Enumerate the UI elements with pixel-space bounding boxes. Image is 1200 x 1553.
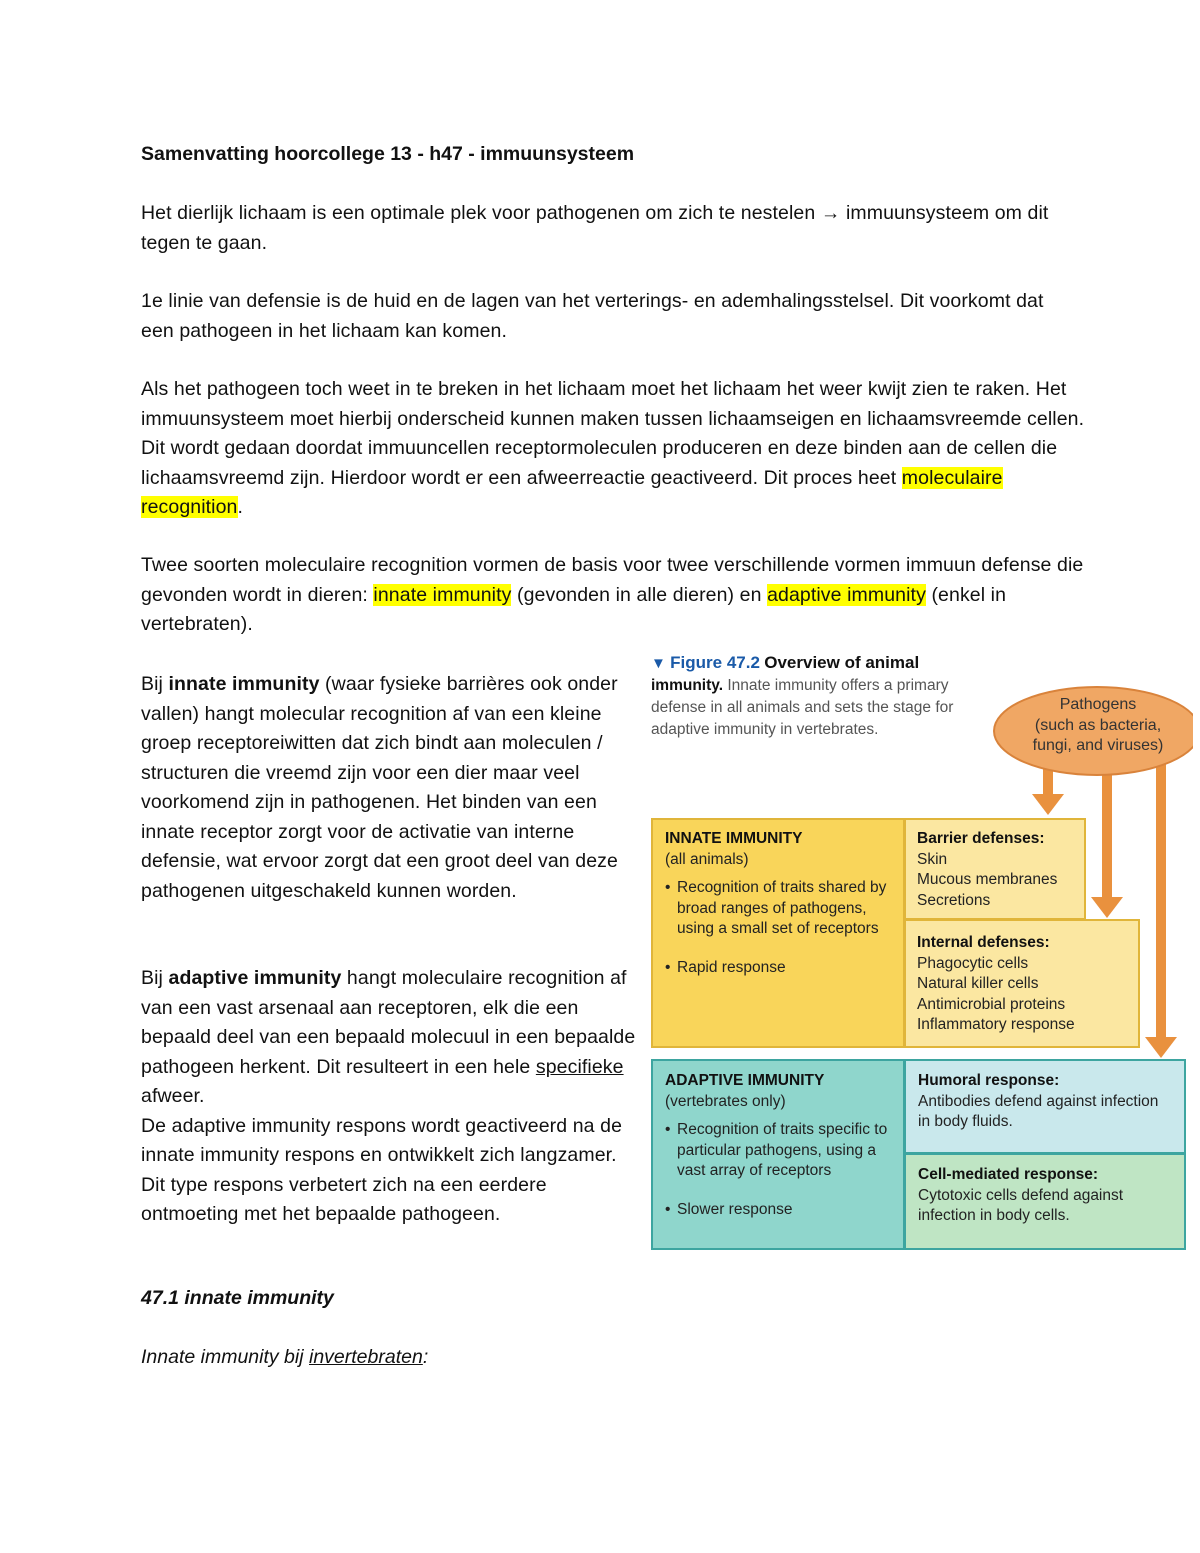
pathogens-line-2: (such as bacteria,	[1034, 716, 1162, 734]
innate-sub: (all animals)	[665, 850, 749, 868]
internal-item: Antimicrobial proteins	[917, 995, 1066, 1013]
innate-bullet-2-text: Rapid response	[677, 958, 786, 976]
bold-adaptive-immunity: adaptive immunity	[168, 967, 342, 989]
arrow-to-internal-shaft	[1102, 774, 1112, 900]
barrier-item: Skin	[917, 850, 948, 868]
p6-c: afweer.	[141, 1085, 205, 1107]
barrier-defenses-box	[904, 818, 1086, 920]
p6-d: De adaptive immunity respons wordt geactiveerd na de innate immunity respons en ontwikkelt zich langzamer. Dit type respons verbetert zich na een eerdere ontmoeting met het bepaalde pathogeen.	[141, 1114, 623, 1225]
internal-item: Phagocytic cells	[917, 954, 1029, 972]
adaptive-bullet-1: • Recognition of traits specific to particular pathogens, using a vast array of receptors	[665, 1120, 891, 1182]
cell-title: Cell-mediated response:	[918, 1166, 1099, 1183]
cell-mediated-response-box	[904, 1153, 1186, 1250]
pathogens-line-1: Pathogens	[1059, 696, 1137, 713]
underline-specifieke: specifieke	[535, 1055, 624, 1078]
arrow-to-barrier-head	[1032, 794, 1064, 815]
pathogens-label	[1014, 695, 1182, 757]
adaptive-title: ADAPTIVE IMMUNITY	[665, 1072, 825, 1089]
figure-number: Figure 47.2	[670, 653, 760, 672]
figure-lead: immunity.	[651, 677, 724, 694]
humoral-title: Humoral response:	[918, 1072, 1060, 1089]
figure-arrow-icon: ▼	[651, 655, 666, 672]
paragraph-adaptive	[141, 964, 641, 1230]
innate-immunity-box	[651, 818, 905, 1048]
adaptive-immunity-box	[651, 1059, 905, 1250]
humoral-response-box	[904, 1059, 1186, 1154]
highlight-innate-immunity: innate immunity	[373, 583, 512, 606]
innate-bullet-1: • Recognition of traits shared by broad ranges of pathogens, using a small set of receptors	[665, 878, 891, 940]
arrow-to-internal-head	[1091, 897, 1123, 918]
adaptive-sub: (vertebrates only)	[665, 1092, 786, 1110]
p4-b: (gevonden in alle dieren) en	[511, 583, 768, 606]
highlight-moleculaire-recognition: moleculaire recognition	[141, 466, 1003, 518]
internal-item: Natural killer cells	[917, 975, 1039, 992]
humoral-text: Antibodies defend against infection in body fluids.	[918, 1092, 1159, 1130]
arrow-to-adaptive-shaft	[1156, 758, 1166, 1040]
p3-text: Als het pathogeen toch weet in te breken in het lichaam moet het lichaam het weer kwijt zien te raken. Het immuunsysteem moet hierbij onderscheid kunnen maken tussen lichaamseigen en lichaamsvreemde cellen. Dit wordt gedaan doordat immuuncellen receptormoleculen produceren en deze binden aan de cellen die lichaamsvreemd zijn. Hierdoor wordt er een afweerreactie geactiveerd. Dit proces heet	[141, 378, 1085, 489]
page-title: Samenvatting hoorcollege 13 - h47 - immuunsysteem	[141, 143, 635, 165]
barrier-item: Mucous membranes	[917, 871, 1058, 888]
internal-item: Inflammatory response	[917, 1016, 1075, 1033]
highlight-adaptive-immunity: adaptive immunity	[767, 583, 926, 606]
subheading-a: Innate immunity bij	[141, 1346, 309, 1368]
p5-b: (waar fysieke barrières ook onder vallen) hangt molecular recognition af van een kleine groep receptoreiwitten dat zich bindt aan moleculen / structuren die vreemd zijn voor een dier maar veel voorkomend zijn in pathogenen. Het binden van een innate receptor zorgt voor de activatie van interne defensie, wat ervoor zorgt dat een groot deel van deze pathogenen uitgeschakeld kunnen worden.	[141, 673, 618, 902]
adaptive-bullet-2-text: Slower response	[677, 1200, 793, 1218]
arrow-to-adaptive-head	[1145, 1037, 1177, 1058]
internal-defenses-box	[904, 919, 1140, 1048]
pathogens-line-3: fungi, and viruses)	[1032, 737, 1164, 754]
internal-title: Internal defenses:	[917, 934, 1050, 951]
p6-a: Bij	[141, 967, 169, 989]
adaptive-bullet-1-text: Recognition of traits specific to particular pathogens, using a vast array of receptors	[677, 1121, 888, 1179]
barrier-title: Barrier defenses:	[917, 830, 1045, 847]
innate-bullet-1-text: Recognition of traits shared by broad ranges of pathogens, using a small set of receptors	[677, 879, 887, 937]
paragraph-innate	[141, 670, 641, 906]
bold-innate-immunity: innate immunity	[168, 673, 320, 695]
p6-b: hangt moleculaire recognition af van een vast arsenaal aan receptoren, elk die een bepaald deel van een bepaald molecuul in een bepaalde pathogeen herkent. Dit resulteert in een hele	[141, 967, 636, 1078]
paragraph-molecular-recognition	[141, 375, 1101, 523]
p4-c: (enkel in vertebraten).	[141, 583, 1007, 635]
subheading-invertebrates	[141, 1346, 428, 1369]
p3-end: .	[237, 496, 244, 518]
innate-title: INNATE IMMUNITY	[665, 830, 803, 847]
adaptive-bullet-2: • Slower response	[665, 1200, 891, 1221]
section-heading: 47.1 innate immunity	[141, 1287, 334, 1309]
cell-text: Cytotoxic cells defend against infection in body cells.	[918, 1186, 1124, 1224]
figure-immunity-overview	[648, 648, 1193, 1256]
paragraph-two-types	[141, 551, 1101, 640]
barrier-item: Secretions	[917, 891, 991, 909]
subheading-end: :	[422, 1346, 429, 1368]
underline-invertebraten: invertebraten	[309, 1346, 423, 1368]
paragraph-intro: Het dierlijk lichaam is een optimale plek voor pathogenen om zich te nestelen → immuunsysteem om dit tegen te gaan.	[141, 202, 1049, 254]
p5-a: Bij	[141, 673, 169, 695]
innate-bullet-2: • Rapid response	[665, 958, 891, 979]
figure-caption-text: Innate immunity offers a primary defense in all animals and sets the stage for adaptive immunity in vertebrates.	[651, 677, 954, 738]
p4-a: Twee soorten moleculaire recognition vormen de basis voor twee verschillende vormen immuun defense die gevonden wordt in dieren:	[141, 554, 1084, 606]
paragraph-first-line-defense: 1e linie van defensie is de huid en de lagen van het verterings- en ademhalingsstelsel. Dit voorkomt dat een pathogeen in het lichaam kan komen.	[141, 290, 1044, 342]
figure-title: Overview of animal	[764, 653, 920, 672]
